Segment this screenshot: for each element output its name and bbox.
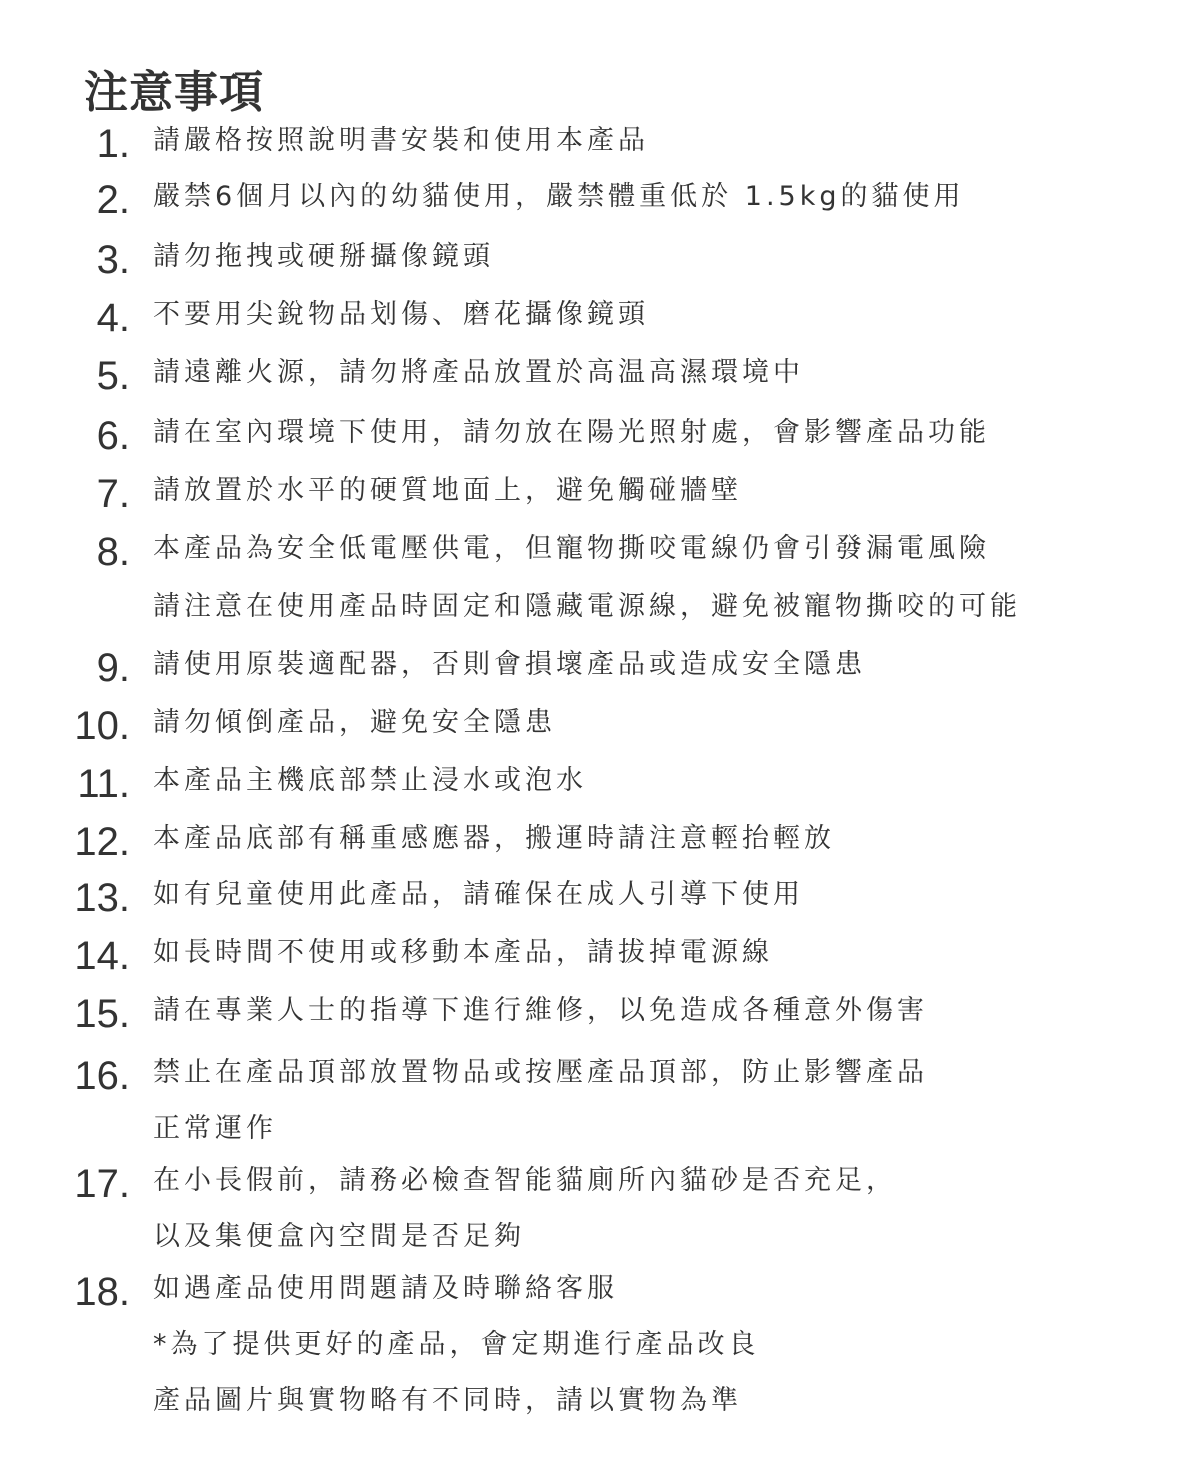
item-text-continued: 請注意在使用產品時固定和隱藏電源線，避免被寵物撕咬的可能	[153, 591, 1021, 622]
item-number: 1.	[96, 122, 130, 166]
item-number: 17.	[74, 1162, 130, 1206]
item-note: *為了提供更好的產品，會定期進行產品改良	[153, 1329, 760, 1360]
item-text: 本產品主機底部禁止浸水或泡水	[153, 765, 587, 796]
item-number: 3.	[96, 238, 130, 282]
item-number: 7.	[96, 472, 130, 516]
item-number: 18.	[74, 1270, 130, 1314]
item-text: 請在專業人士的指導下進行維修，以免造成各種意外傷害	[153, 995, 928, 1026]
item-number: 10.	[74, 704, 130, 748]
item-number: 4.	[96, 296, 130, 340]
item-text-continued: 以及集便盒內空間是否足夠	[153, 1221, 525, 1252]
item-text: 請使用原裝適配器，否則會損壞產品或造成安全隱患	[153, 649, 866, 680]
item-number: 9.	[96, 646, 130, 690]
item-number: 16.	[74, 1054, 130, 1098]
item-number: 12.	[74, 820, 130, 864]
item-text: 請放置於水平的硬質地面上，避免觸碰牆壁	[153, 475, 742, 506]
item-text: 請勿傾倒產品，避免安全隱患	[153, 707, 556, 738]
item-number: 13.	[74, 876, 130, 920]
item-number: 14.	[74, 934, 130, 978]
item-text: 本產品為安全低電壓供電，但寵物撕咬電線仍會引發漏電風險	[153, 533, 990, 564]
item-text: 如長時間不使用或移動本產品，請拔掉電源線	[153, 937, 773, 968]
item-number: 11.	[77, 762, 130, 806]
item-text: 請在室內環境下使用，請勿放在陽光照射處，會影響產品功能	[153, 417, 990, 448]
item-number: 15.	[74, 992, 130, 1036]
item-text: 嚴禁6個月以內的幼貓使用，嚴禁體重低於 1.5kg的貓使用	[153, 181, 965, 212]
item-text: 禁止在產品頂部放置物品或按壓產品頂部，防止影響產品	[153, 1057, 928, 1088]
item-text: 不要用尖銳物品划傷、磨花攝像鏡頭	[153, 299, 649, 330]
item-text: 在小長假前，請務必檢查智能貓廁所內貓砂是否充足，	[153, 1165, 897, 1196]
item-text: 請嚴格按照說明書安裝和使用本產品	[153, 125, 649, 156]
item-note-continued: 產品圖片與實物略有不同時，請以實物為準	[153, 1385, 742, 1416]
page-title: 注意事項	[84, 67, 264, 118]
item-text: 本產品底部有稱重感應器，搬運時請注意輕抬輕放	[153, 823, 835, 854]
item-number: 8.	[96, 530, 130, 574]
item-text-continued: 正常運作	[153, 1113, 277, 1144]
item-number: 2.	[96, 178, 130, 222]
item-text: 如有兒童使用此產品，請確保在成人引導下使用	[153, 879, 804, 910]
item-text: 請遠離火源，請勿將產品放置於高温高濕環境中	[153, 357, 804, 388]
item-text: 請勿拖拽或硬掰攝像鏡頭	[153, 241, 494, 272]
item-number: 5.	[96, 354, 130, 398]
item-text: 如遇產品使用問題請及時聯絡客服	[153, 1273, 618, 1304]
item-number: 6.	[96, 414, 130, 458]
